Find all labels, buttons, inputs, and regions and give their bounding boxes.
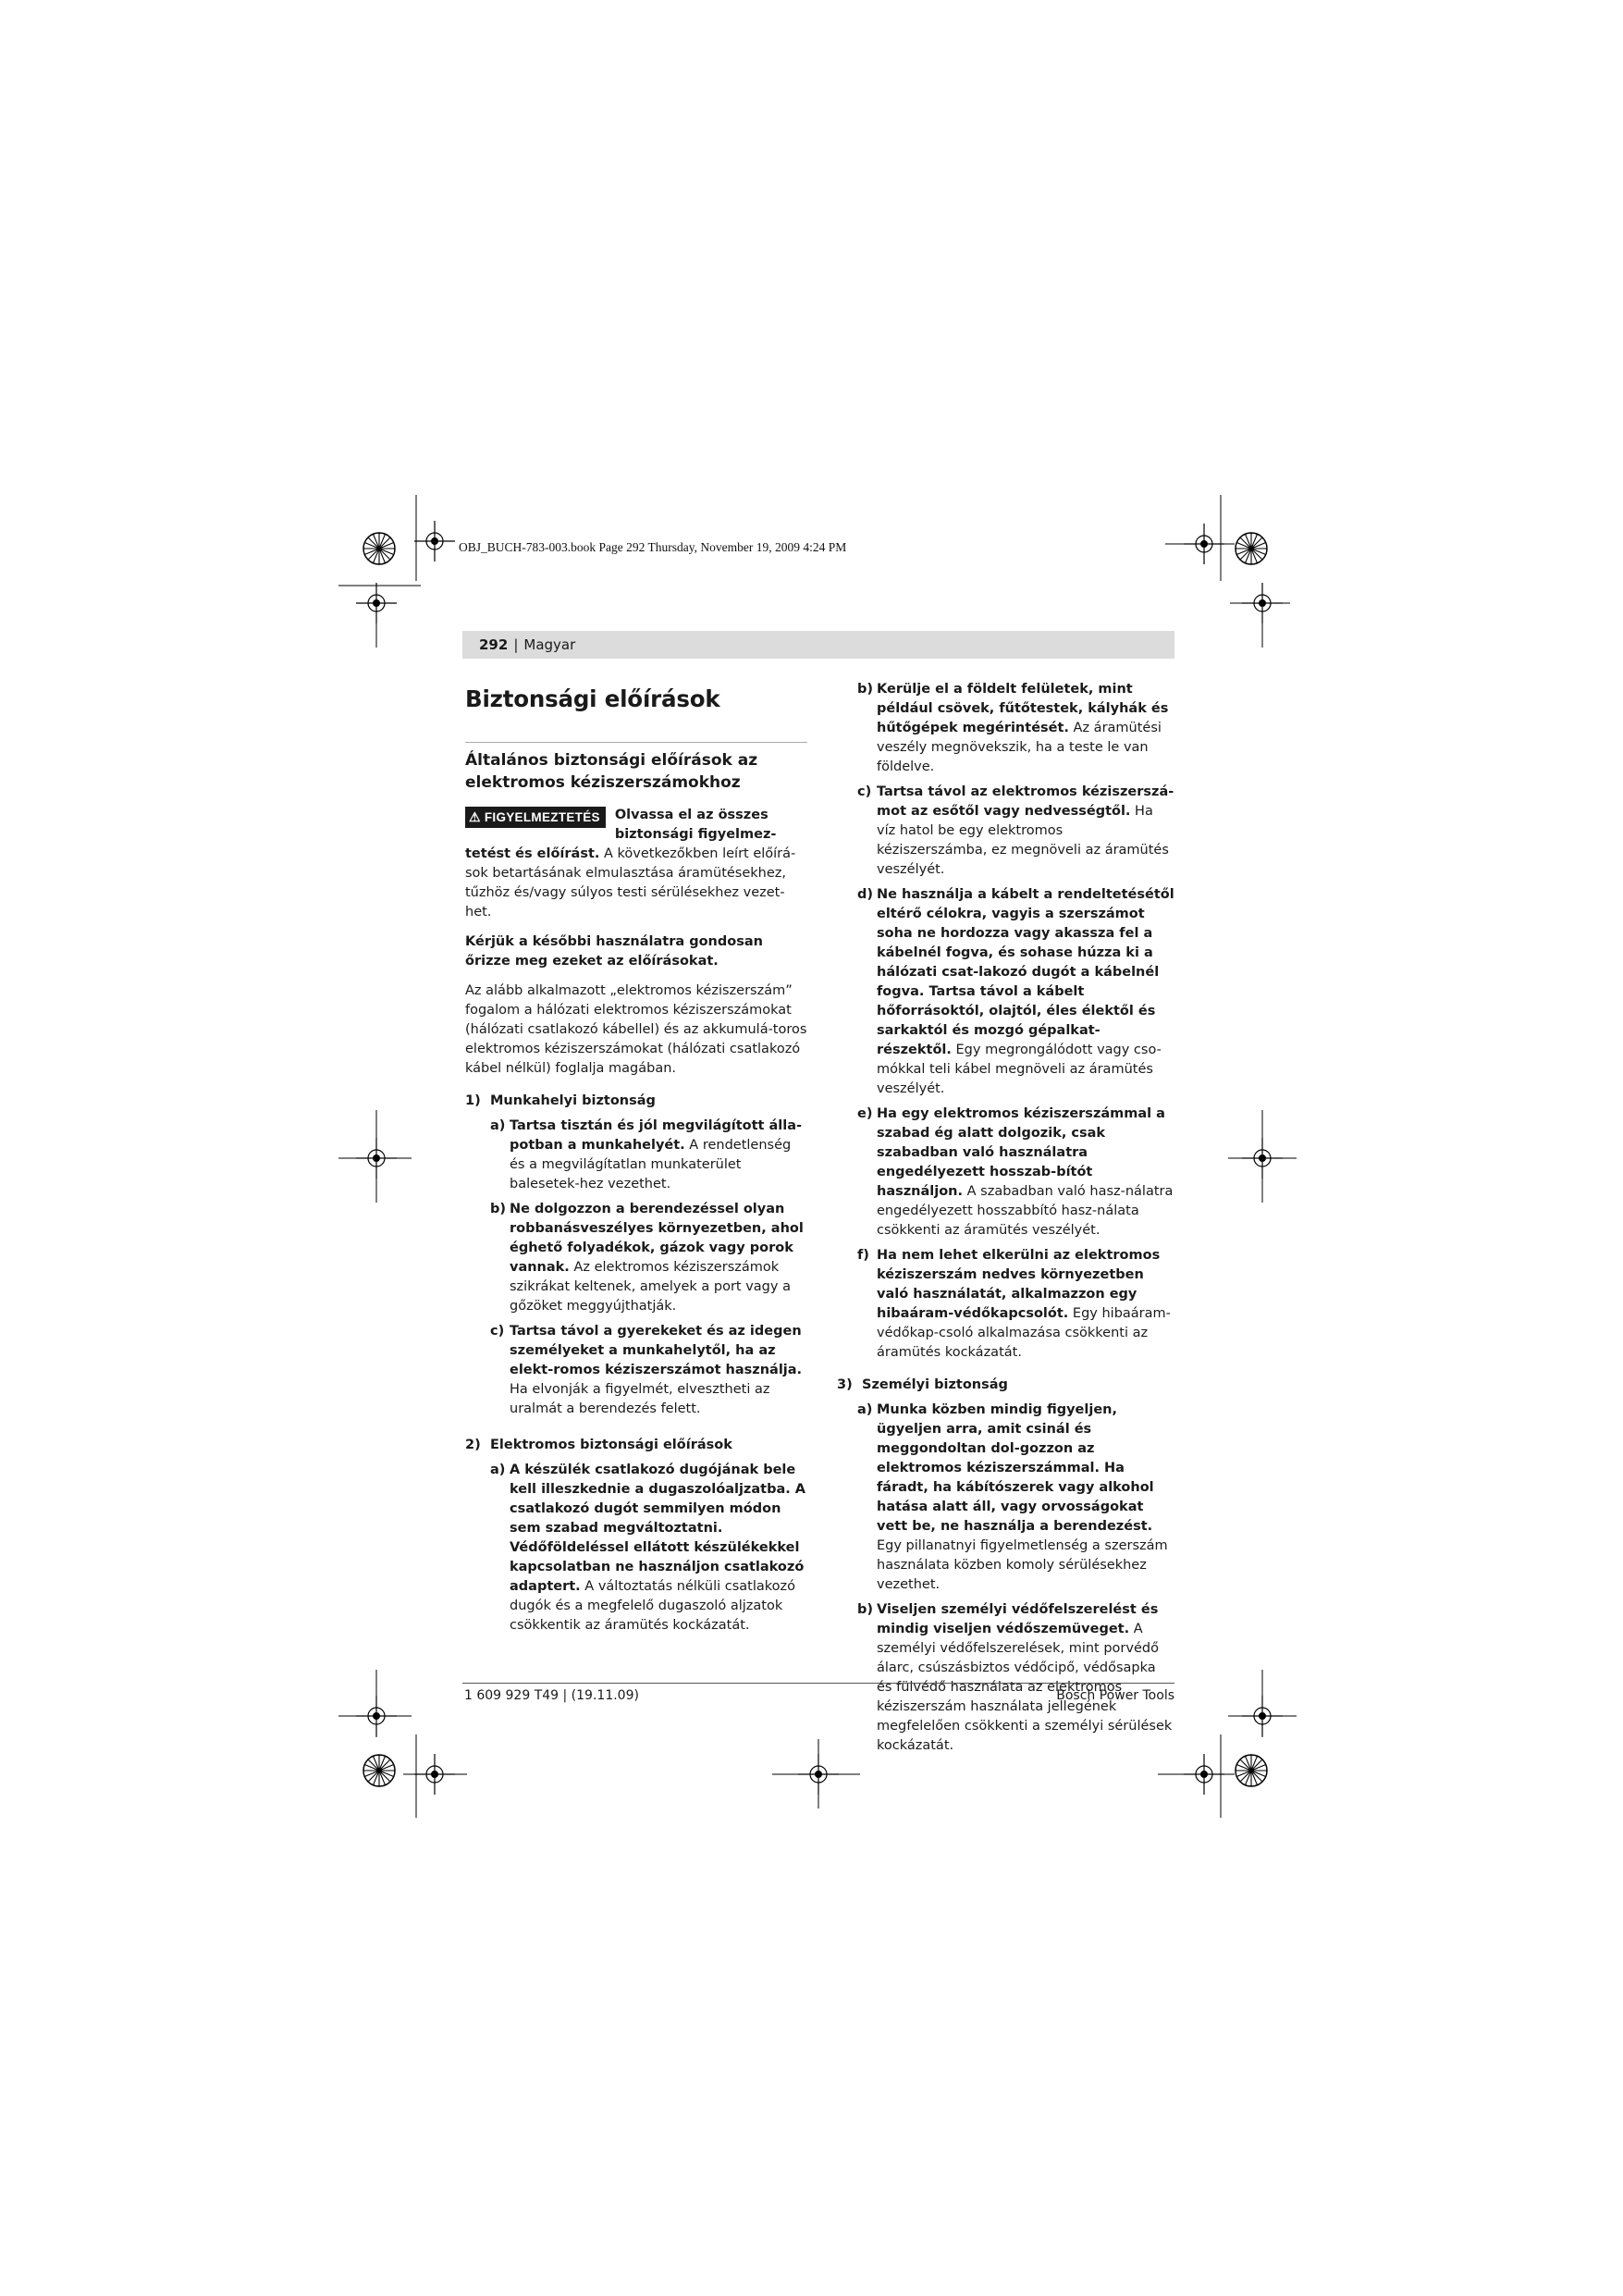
header-separator: | <box>513 636 519 653</box>
list-item: c) Tartsa távol az elektromos kéziszerszá-mot az esőtől vagy nedvességtől. Ha víz hatol be egy elektromos kéziszerszámba, ez megnöveli az áramütés veszélyét. <box>857 784 1174 877</box>
intro-paragraph: Az alább alkalmazott „elektromos kéziszerszám” fogalom a hálózati elektromos kéziszerszámokat (hálózati csatlakozó kábellel) és az akkumulá-toros elektromos kéziszerszámokat (hálózati csatlakozó kábel nélkül) foglalja magában. <box>465 983 807 1076</box>
warning-text: A következőkben leírt előírá-sok betartásának elmulasztása áramütésekhez, tűzhöz és/vagy súlyos testi sérülésekhez vezet-het. <box>465 846 796 920</box>
list-item: f) Ha nem lehet elkerülni az elektromos kéziszerszám nedves környezetben való használatát, alkalmazzon egy hibaáram-védőkapcsolót. Egy hibaáram-védőkap-csoló alkalmazása csökkenti az áramütés kockázatát. <box>857 1248 1171 1360</box>
section-heading: Általános biztonsági előírások az elektromos kéziszerszámokhoz <box>465 751 758 792</box>
section-1-title: 1) Munkahelyi biztonság <box>465 1093 656 1108</box>
list-item: b) Viseljen személyi védőfelszerelést és mindig viseljen védőszemüveget. A személyi védőfelszerelések, mint porvédő álarc, csúszásbiztos védőcipő, védősapka és fülvédő használata az elektromos kéziszerszám használata jellegének megfelelően csökkenti a személyi sérülések kockázatát. <box>857 1602 1173 1753</box>
list-item: b) Ne dolgozzon a berendezéssel olyan robbanásveszélyes környezetben, ahol éghető folyadékok, gázok vagy porok vannak. Az elektromos kéziszerszámok szikrákat keltenek, amelyek a port vagy a gőzöket meggyújthatják. <box>490 1202 804 1314</box>
section-3-title: 3) Személyi biztonság <box>837 1377 1008 1392</box>
list-item: e) Ha egy elektromos kéziszerszámmal a szabad ég alatt dolgozik, csak szabadban való használatra engedélyezett hosszab-bítót használjon. A szabadban való hasz-nálatra engedélyezett hosszabbító hasz-nálata csökkenti az áramütés veszélyét. <box>857 1106 1174 1238</box>
print-slug: OBJ_BUCH-783-003.book Page 292 Thursday, November 19, 2009 4:24 PM <box>459 540 847 554</box>
header-language: Magyar <box>523 636 576 653</box>
warning-badge-label: FIGYELMEZTETÉS <box>484 810 600 824</box>
page-number: 292 <box>479 636 509 653</box>
keep-notice: Kérjük a későbbi használatra gondosan őrizze meg ezeket az előírásokat. <box>465 934 763 969</box>
list-item: a) Tartsa tisztán és jól megvilágított álla-potban a munkahelyét. A rendetlenség és a megvilágítatlan munkaterület balesetek-hez vezethet. <box>490 1118 803 1191</box>
list-item: b) Kerülje el a földelt felületek, mint például csövek, fűtőtestek, kályhák és hűtőgépek megérintését. Az áramütési veszély megnövekszik, ha a teste le van földelve. <box>857 682 1169 774</box>
warning-lead: Olvassa el az összes biztonsági figyelmez-tetést és előírást. <box>465 808 777 861</box>
left-column <box>465 680 807 1641</box>
list-item: a) A készülék csatlakozó dugójának bele kell illeszkednie a dugaszolóaljzatba. A csatlakozó dugót semmilyen módon sem szabad megváltoztatni. Védőföldeléssel ellátott készülékekkel kapcsolatban ne használjon csatlakozó adaptert. A változtatás nélküli csatlakozó dugók és a megfelelő dugaszoló aljzatok csökkentik az áramütés kockázatát. <box>490 1463 806 1633</box>
footer-rule <box>462 1683 1174 1684</box>
warning-block <box>465 806 807 922</box>
footer-doc-code: 1 609 929 T49 | (19.11.09) <box>464 1688 639 1703</box>
section-2-title: 2) Elektromos biztonsági előírások <box>465 1438 732 1452</box>
list-item: d) Ne használja a kábelt a rendeltetésétől eltérő célokra, vagyis a szerszámot soha ne hordozza vagy akassza fel a kábelnél fogva, és sohase húzza ki a hálózati csat-lakozó dugót a kábelnél fogva. Tartsa távol a kábelt hőforrásoktól, olajtól, éles élektől és sarkaktól és mozgó gépalkat-részektől. Egy megrongálódott vagy cso-mókkal teli kábel megnöveli az áramütés veszélyét. <box>857 887 1174 1096</box>
page-title: Biztonsági előírások <box>465 685 720 712</box>
list-item: a) Munka közben mindig figyeljen, ügyeljen arra, amit csinál és meggondoltan dol-gozzon az elektromos kéziszerszámmal. Ha fáradt, ha kábítószerek vagy alkohol hatása alatt áll, vagy orvosságokat vett be, ne használja a berendezést. Egy pillanatnyi figyelmetlenség a szerszám használata közben komoly sérülésekhez vezethet. <box>857 1402 1168 1592</box>
list-item: c) Tartsa távol a gyerekeket és az idegen személyeket a munkahelytől, ha az elekt-romos kéziszerszámot használja. Ha elvonják a figyelmét, elvesztheti az uralmát a berendezés felett. <box>490 1324 803 1416</box>
section-rule <box>465 742 807 743</box>
warning-badge <box>465 807 606 828</box>
warning-triangle-icon: ⚠ <box>469 809 481 824</box>
page-header <box>462 631 1174 659</box>
right-column <box>837 680 1174 1761</box>
footer-brand: Bosch Power Tools <box>1056 1688 1174 1703</box>
